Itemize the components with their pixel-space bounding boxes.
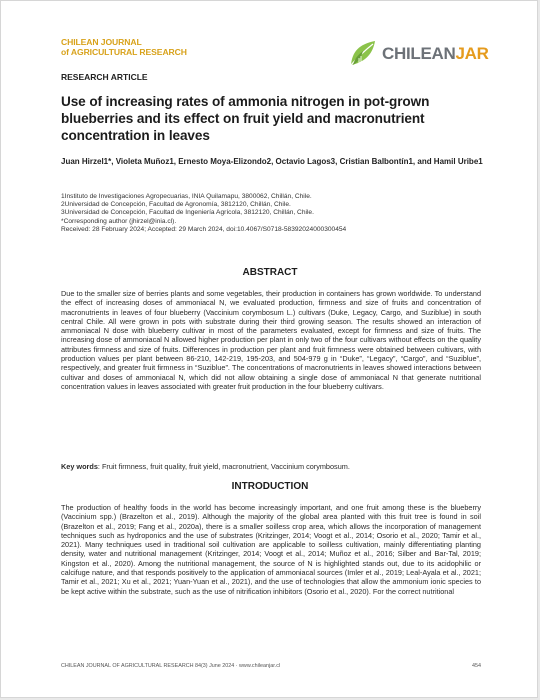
introduction-heading: INTRODUCTION bbox=[231, 481, 309, 492]
affiliation-2: 2Universidad de Concepción, Facultad de Agronomía, 3812120, Chillán, Chile. bbox=[61, 201, 291, 209]
page-number: 454 bbox=[472, 663, 481, 669]
received-accepted-doi: Received: 28 February 2024; Accepted: 29 March 2024, doi:10.4067/S0718-58392024000300454 bbox=[61, 225, 347, 233]
leaf-logo-icon bbox=[349, 38, 379, 68]
chileanjar-logo bbox=[349, 38, 489, 68]
abstract-text: Due to the smaller size of berries plants and some vegetables, their production in containers has grown worldwide. To understand the effect of increasing doses of ammoniacal N, we evaluated production, firmness and size of fruits and concentration of macronutrients in leaves of four blueberry (Vaccinium corymbosum L.) cultivars (Duke, Legacy, Cargo, and Suziblue) in south central Chile. All were grown in pots with substrate during their third growing season. The results showed an interaction of ammoniacal N dose with blueberry cultivar in most of the parameters evaluated, except for firmness and size of fruits. The increasing dose of ammoniacal N allowed higher production per plant in only two of the four cultivars without effects on the quality attributes firmness and size of fruits. Differences in production per plant and fruit firmness were obtained between cultivars, with production values per plant between 86-210, 142-219, 195-203, and 504-979 g in “Duke”, “Legacy”, “Cargo”, and “Suziblue”, respectively, and greater fruit firmness in “Suziblue”. The concentrations of macronutrients in leaves showed interactions between cultivar and doses of ammoniacal N, which did not allow obtaining a single dose of ammoniacal N that generate nutritional concentration values in leaves associated with greater fruit production in the four blueberry cultivars. bbox=[61, 289, 481, 391]
affiliation-3: 3Universidad de Concepción, Facultad de Ingeniería Agrícola, 3812120, Chillán, Chile. bbox=[61, 209, 314, 217]
article-title: Use of increasing rates of ammonia nitrogen in pot-grown blueberries and its effect on fruit yield and macronutrient concentration in leaves bbox=[61, 94, 430, 143]
footer-journal-info: CHILEAN JOURNAL OF AGRICULTURAL RESEARCH 84(3) June 2024 · www.chileanjar.cl bbox=[61, 663, 281, 669]
introduction-text: The production of healthy foods in the world has become increasingly important, and one fruit among these is the blueberry (Vaccinium spp.) (Brazelton et al., 2019). Although the majority of the global area planted with this fruit tree is found in soil (Brazelton et al., 2019; Fang et al., 2020a), there is a smaller soilless crop area, which allows the incorporation of management techniques such as hydroponics and the use of substrates (Kritzinger, 2014; Voogt et al., 2014; Osorio et al., 2020; Tamir et al., 2021). Many techniques used in traditional soil cultivation are applicable to soilless cultivation, mainly differentiating planting density, water and nutritional management (Kritzinger, 2014; Voogt et al., 2014; Muñoz et al., 2016; Silber and Bar-Tal, 2019; Kingston et al., 2020). Among the nutritional management, the source of N is highlighted stands out, due to its acidophilic or calcifuge nature, and that responds positively to the application of ammoniacal sources (Imler et al., 2019; Leal-Ayala et al., 2021; Tamir et al., 2021; Xu et al., 2021; Yuan-Yuan et al., 2021), and the use of technologies that allow the ammonium ionic species to be kept active within the substrate, such as the use of nitrification inhibitors (Osorio et al., 2020). For the correct nutritional bbox=[61, 503, 481, 596]
keywords-text: : Fruit firmness, fruit quality, fruit yield, macronutrient, Vaccinium corymbosum. bbox=[97, 462, 350, 471]
keywords-label: Key words bbox=[61, 462, 98, 471]
corresponding-author: *Corresponding author (jhirzel@inia.cl). bbox=[61, 217, 177, 225]
affiliations bbox=[61, 193, 491, 234]
author-list: Juan Hirzel1*, Violeta Muñoz1, Ernesto Moya-Elizondo2, Octavio Lagos3, Cristian Balbontín1, and Hamil Uribe1 bbox=[61, 157, 483, 166]
logo-text-chilean: CHILEAN bbox=[382, 44, 456, 63]
abstract-heading: ABSTRACT bbox=[242, 267, 298, 278]
journal-title-line1: CHILEAN JOURNAL bbox=[61, 37, 142, 47]
introduction-body bbox=[61, 503, 481, 596]
journal-title-line2: of AGRICULTURAL RESEARCH bbox=[61, 47, 187, 57]
affiliation-1: 1Instituto de Investigaciones Agropecuarias, INIA Quilamapu, 3800062, Chillán, Chile. bbox=[61, 193, 312, 200]
journal-title bbox=[61, 37, 187, 57]
section-label: RESEARCH ARTICLE bbox=[61, 72, 148, 82]
logo-wordmark bbox=[382, 44, 489, 64]
abstract-body bbox=[61, 289, 481, 391]
keywords bbox=[61, 462, 481, 471]
logo-text-jar: JAR bbox=[455, 44, 489, 63]
